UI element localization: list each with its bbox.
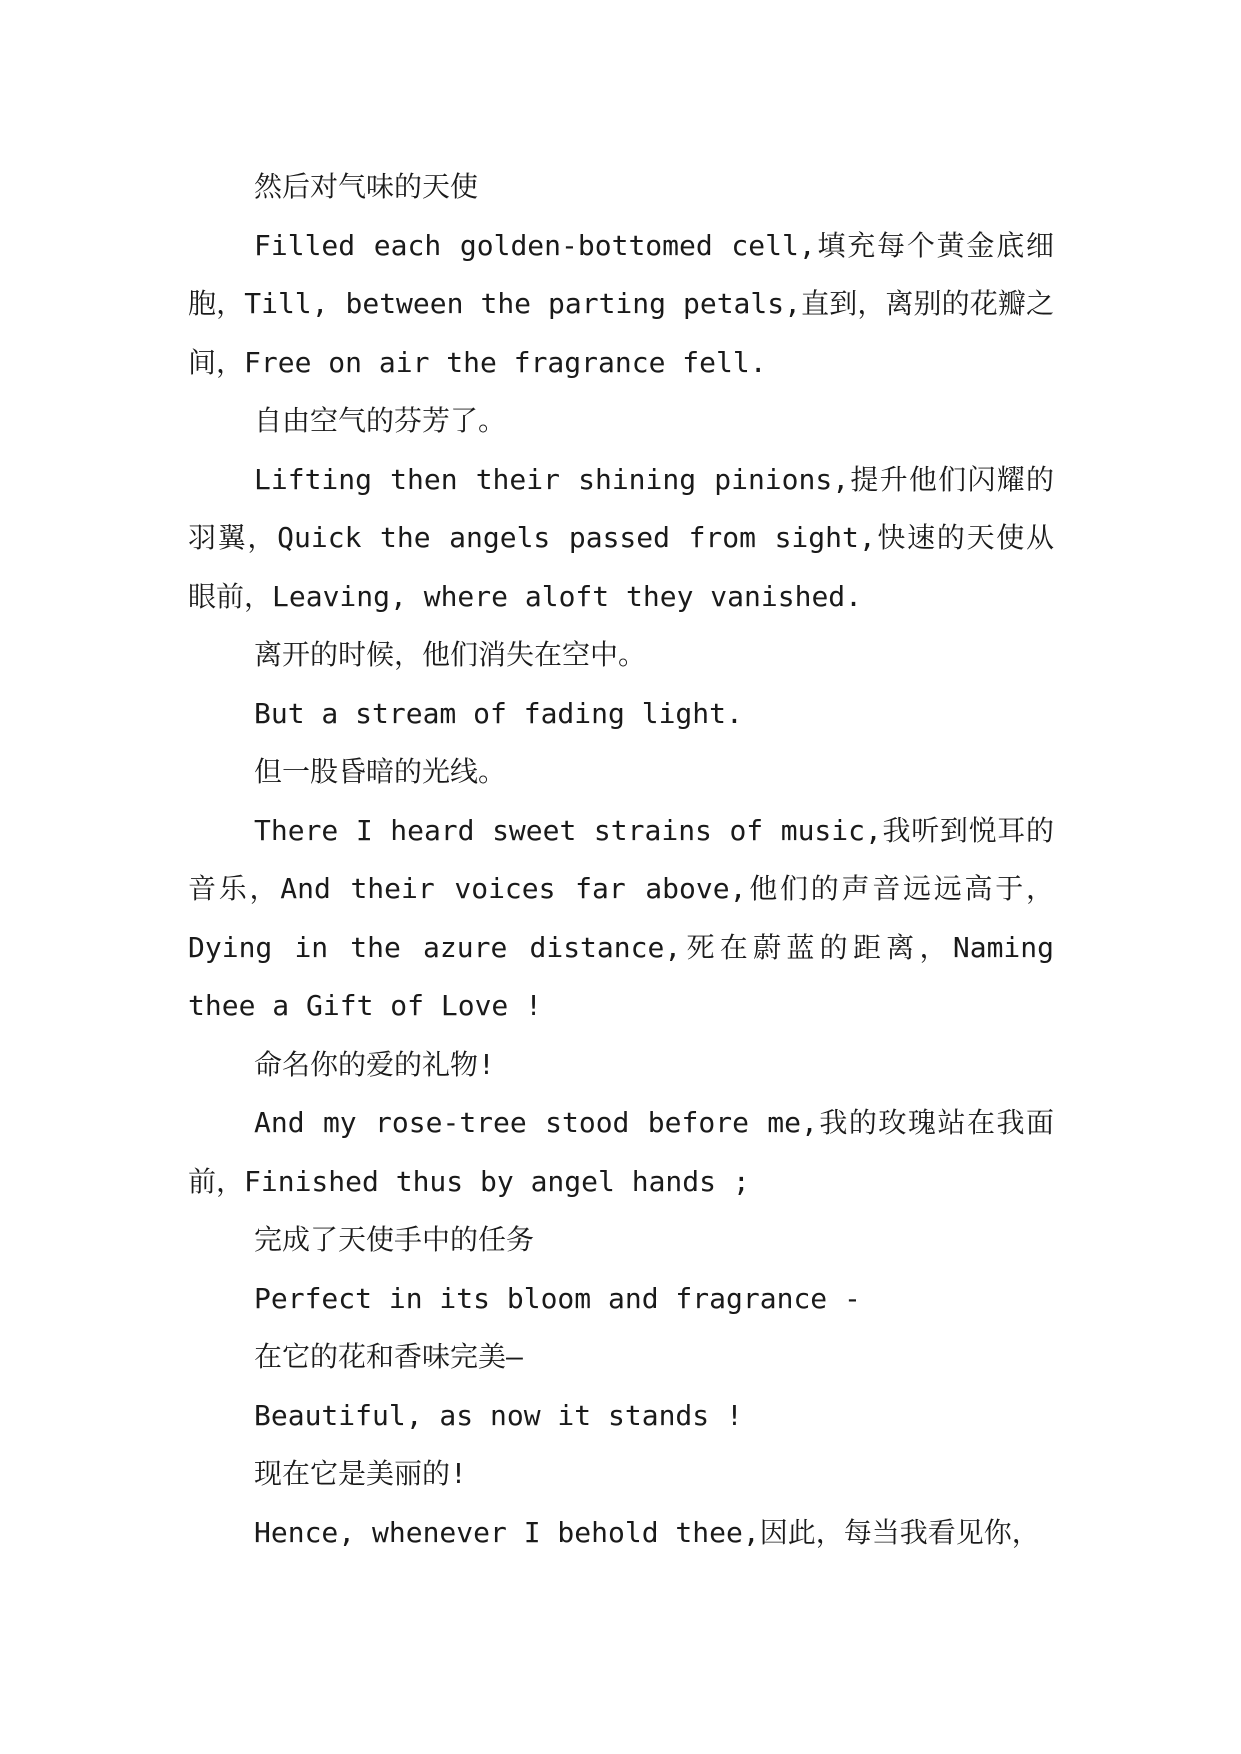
paragraph: There I heard sweet strains of music,我听到悦耳的音乐，And their voices far above,他们的声音远远高于，Dying in the azure distance,死在蔚蓝的距离，Naming thee a Gift of Love ! xyxy=(188,813,1054,1022)
paragraph: 命名你的爱的礼物! xyxy=(254,1047,495,1081)
document-body xyxy=(188,158,1054,1562)
paragraph: Filled each golden-bottomed cell,填充每个黄金底细胞，Till, between the parting petals,直到，离别的花瓣之间，Free on air the fragrance fell. xyxy=(188,228,1054,379)
paragraph: 自由空气的芬芳了。 xyxy=(254,404,507,437)
paragraph: Lifting then their shining pinions,提升他们闪耀的羽翼，Quick the angels passed from sight,快速的天使从眼前，Leaving, where aloft they vanished. xyxy=(188,462,1054,613)
paragraph: But a stream of fading light. xyxy=(254,696,743,730)
paragraph: Hence, whenever I behold thee,因此，每当我看见你， xyxy=(254,1515,1040,1549)
paragraph: 在它的花和香味完美— xyxy=(254,1340,523,1373)
paragraph: 离开的时候，他们消失在空中。 xyxy=(254,638,647,671)
paragraph: 现在它是美丽的! xyxy=(254,1457,467,1490)
paragraph: Beautiful, as now it stands ! xyxy=(254,1398,743,1432)
paragraph: 但一股昏暗的光线。 xyxy=(254,755,507,788)
paragraph: 然后对气味的天使 xyxy=(254,170,479,203)
paragraph: Perfect in its bloom and fragrance - xyxy=(254,1281,861,1315)
paragraph: And my rose-tree stood before me,我的玫瑰站在我面前，Finished thus by angel hands ; xyxy=(188,1106,1054,1198)
paragraph: 完成了天使手中的任务 xyxy=(254,1223,535,1256)
